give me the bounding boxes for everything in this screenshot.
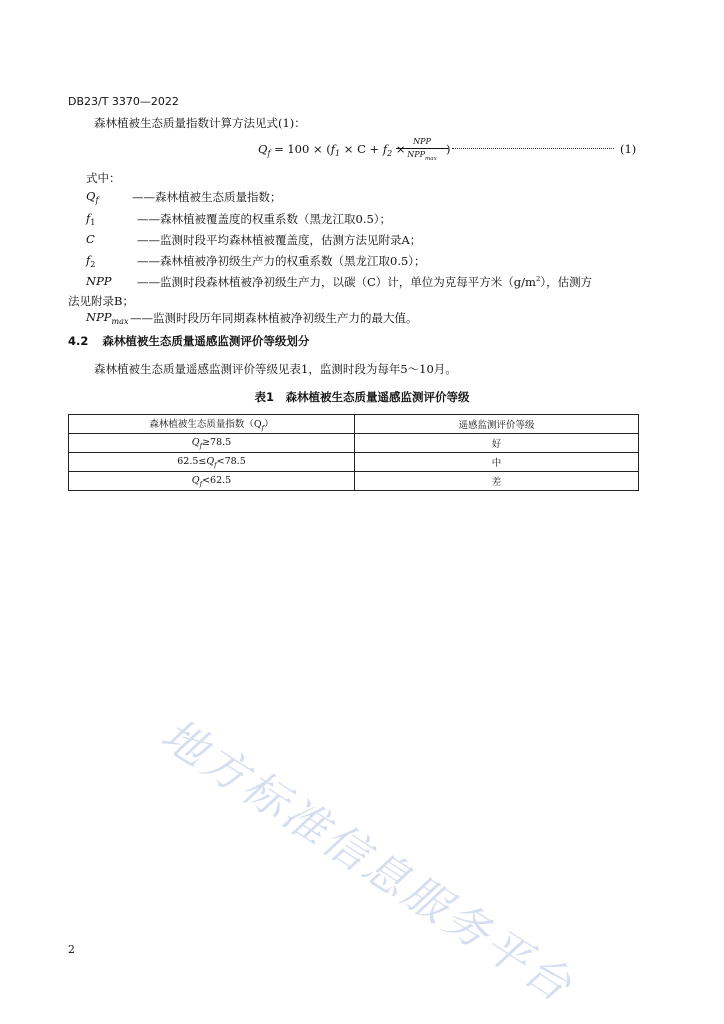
table-header-row (69, 415, 639, 434)
watermark: 地方标准信息服务平台 (152, 709, 583, 1014)
table-row (69, 434, 639, 453)
table-cell-grade: 中 (355, 453, 639, 472)
formula-lhs: $Q_f$ (258, 142, 271, 158)
def-symbol-nppmax: $NPP_{max}$ (86, 310, 129, 326)
page-number: 2 (68, 943, 75, 956)
section-number: 4.2 (68, 334, 89, 348)
table-cell-range: $62.5\le Q_f<78.5$ (69, 453, 355, 472)
formula-fraction (396, 137, 448, 164)
formula-part-b: × C + (340, 142, 383, 156)
table-cell-range: $Q_f<62.5$ (69, 472, 355, 491)
def-text-npp: ——监测时段森林植被净初级生产力，以碳（C）计，单位为克每平方米$(g/m^2)$，估测方 (137, 275, 593, 289)
table-cell-grade: 好 (355, 434, 639, 453)
where-label: 式中： (86, 171, 121, 185)
fraction-numerator: NPP (413, 137, 431, 146)
def-symbol-qf: $Q_f$ (86, 189, 99, 205)
table-caption: 表1 森林植被生态质量遥感监测评价等级 (254, 390, 470, 404)
document-code: DB23/T 3370—2022 (68, 95, 179, 108)
formula (258, 142, 406, 158)
table-row (69, 453, 639, 472)
fraction-bar (396, 148, 448, 149)
table-row (69, 472, 639, 491)
section-title: 森林植被生态质量遥感监测评价等级划分 (102, 334, 310, 348)
def-symbol-c: C (86, 232, 95, 246)
def-text-c: ——监测时段平均森林植被覆盖度，估测方法见附录A； (137, 233, 422, 247)
table-cell-range: $Q_f\ge 78.5$ (69, 434, 355, 453)
formula-f1: $f_1$ (330, 142, 341, 158)
def-text-f2: ——森林植被净初级生产力的权重系数（黑龙江取0.5）； (137, 254, 426, 268)
formula-intro: 森林植被生态质量指数计算方法见式(1)： (94, 116, 306, 130)
table-header-index: 森林植被生态质量指数$(Q_f)$ (69, 415, 355, 434)
section-paragraph: 森林植被生态质量遥感监测评价等级见表1，监测时段为每年5～10月。 (94, 362, 457, 376)
def-symbol-npp: NPP (86, 274, 112, 288)
formula-leader-dots (452, 140, 614, 149)
table-cell-grade: 差 (355, 472, 639, 491)
table-header-grade: 遥感监测评价等级 (355, 415, 639, 434)
def-text-f1: ——森林植被覆盖度的权重系数（黑龙江取0.5）； (137, 212, 392, 226)
def-symbol-f2: $f_2$ (86, 253, 96, 269)
def-text-npp-wrap: 法见附录B； (68, 294, 134, 308)
formula-number: (1) (620, 142, 637, 156)
formula-part-a: = 100 × ( (270, 142, 331, 156)
grade-table (68, 414, 639, 491)
formula-f2: $f_2$ (382, 142, 393, 158)
section-heading (68, 333, 309, 349)
def-text-qf: ——森林植被生态质量指数； (132, 190, 282, 204)
fraction-denominator: $NPP_{max}$ (407, 150, 437, 162)
def-symbol-f1: $f_1$ (86, 211, 96, 227)
def-text-nppmax: ——监测时段历年同期森林植被净初级生产力的最大值。 (130, 311, 418, 325)
formula-part-c: × (392, 142, 406, 156)
formula-close: ) (446, 142, 451, 156)
